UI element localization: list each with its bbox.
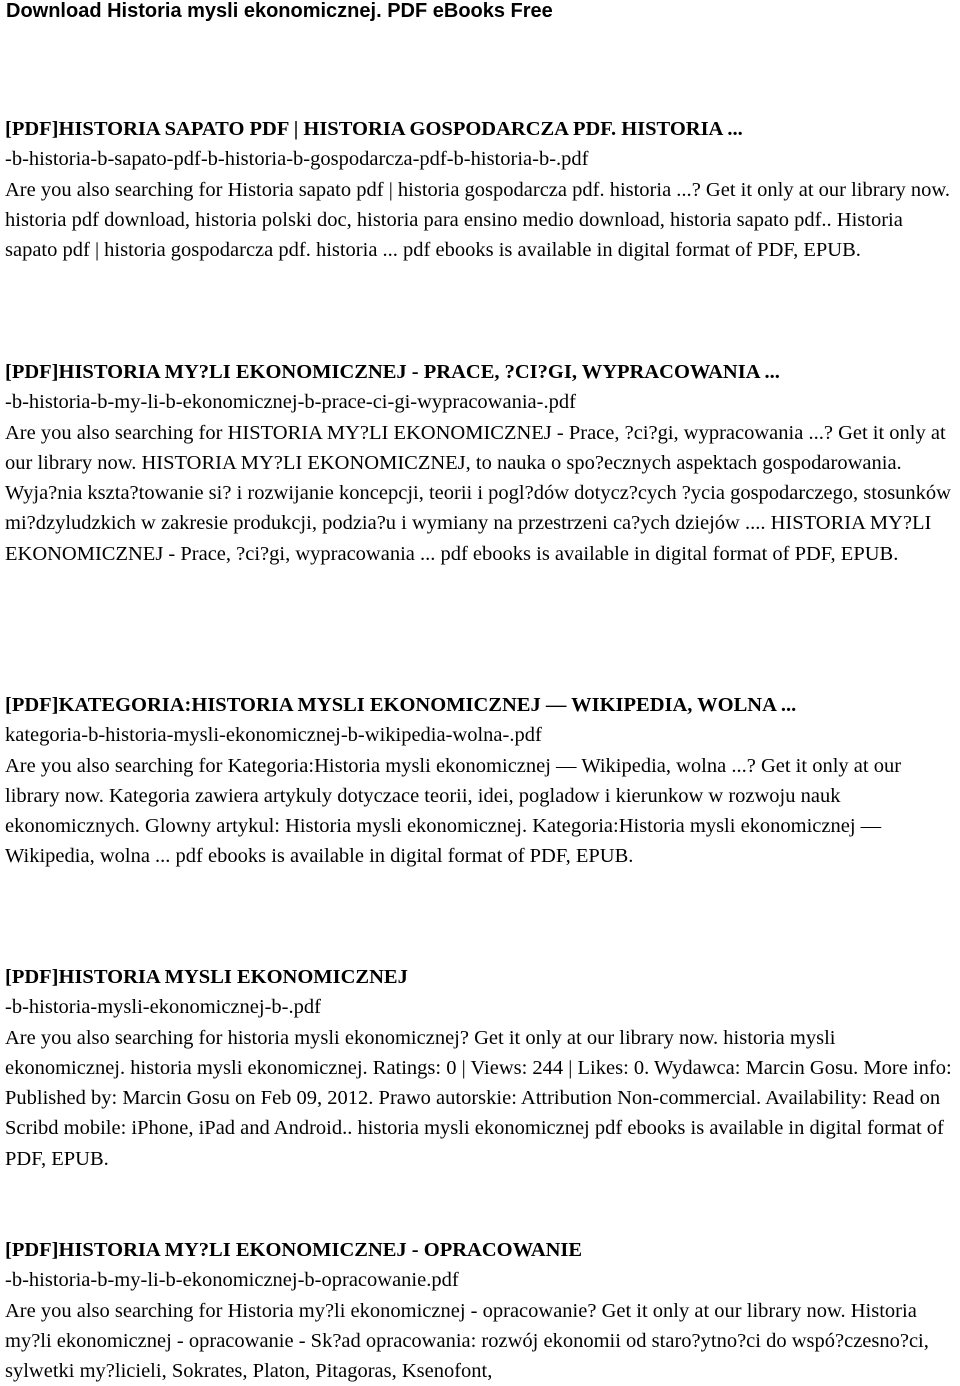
result-filename: -b-historia-b-sapato-pdf-b-historia-b-gospodarcza-pdf-b-historia-b-.pdf xyxy=(5,148,589,171)
result-entry xyxy=(5,962,955,1174)
searching-prefix: Are you also searching for xyxy=(5,421,228,444)
result-snippet: HISTORIA MY?LI EKONOMICZNEJ, to nauka o spo?ecznych aspektach gospodarowania. Wyja?nia kszta?towanie si? i rozwijanie koncepcji, teorii i pogl?dów dotycz?cych ?ycia gospodarczego, stosunków mi?dzyludzkich w zakresie produkcji, podzia?u i wymiany na przestrzeni ca?ych dziejów .... HISTORIA MY?LI EKONOMICZNEJ - Prace, ?ci?gi, wypracowania ... pdf ebooks is available in digital format of PDF, EPUB. xyxy=(5,451,951,565)
result-description xyxy=(5,175,955,266)
search-term: HISTORIA MY?LI EKONOMICZNEJ - Prace, ?ci?gi, wypracowania ... xyxy=(227,421,824,444)
searching-prefix: Are you also searching for xyxy=(5,1026,228,1049)
result-title-link[interactable]: [PDF]HISTORIA MY?LI EKONOMICZNEJ - OPRACOWANIE xyxy=(5,1239,583,1261)
search-term: Historia my?li ekonomicznej - opracowanie xyxy=(227,1299,588,1322)
searching-prefix: Are you also searching for xyxy=(5,178,228,201)
result-title-link[interactable]: [PDF]HISTORIA MYSLI EKONOMICZNEJ xyxy=(5,966,408,988)
search-term: historia mysli ekonomicznej xyxy=(227,1026,460,1049)
searching-suffix: ? Get it only at our library now. xyxy=(691,178,950,201)
searching-suffix: ? Get it only at our library now. xyxy=(459,1026,719,1049)
result-description xyxy=(5,418,955,569)
searching-suffix: ? Get it only at our library now. xyxy=(5,754,902,807)
searching-prefix: Are you also searching for xyxy=(5,754,228,777)
result-description xyxy=(5,751,955,872)
result-entry xyxy=(5,357,955,569)
result-filename: -b-historia-b-my-li-b-ekonomicznej-b-prace-ci-gi-wypracowania-.pdf xyxy=(5,391,576,414)
result-snippet: Historia my?li ekonomicznej - opracowanie - Sk?ad opracowania: rozwój ekonomii od staro?ytno?ci do wspó?czesno?ci, sylwetki my?licieli, Sokrates, Platon, Pitagoras, Ksenofont, xyxy=(5,1299,929,1383)
result-snippet: historia pdf download, historia polski doc, historia para ensino medio download, historia sapato pdf.. Historia sapato pdf | historia gospodarcza pdf. historia ... pdf ebooks is available in digital format of PDF, EPUB. xyxy=(5,208,903,262)
result-description xyxy=(5,1023,955,1174)
result-title-link[interactable]: [PDF]HISTORIA SAPATO PDF | HISTORIA GOSPODARCZA PDF. HISTORIA ... xyxy=(5,118,743,140)
page-title: Download Historia mysli ekonomicznej. PDF eBooks Free xyxy=(6,0,553,22)
result-entry xyxy=(5,1235,955,1386)
result-entry xyxy=(5,114,955,265)
result-description xyxy=(5,1296,955,1386)
searching-suffix: ? Get it only at our library now. xyxy=(587,1299,846,1322)
result-filename: kategoria-b-historia-mysli-ekonomicznej-b-wikipedia-wolna-.pdf xyxy=(5,724,542,747)
searching-prefix: Are you also searching for xyxy=(5,1299,228,1322)
searching-suffix: ? Get it only at our library now. xyxy=(5,421,946,474)
result-filename: -b-historia-mysli-ekonomicznej-b-.pdf xyxy=(5,996,321,1019)
result-snippet: Kategoria zawiera artykuly dotyczace teorii, idei, pogladow i kierunkow w rozwoju nauk ekonomicznych. Glowny artykul: Historia mysli ekonomicznej. Kategoria:Historia mysli ekonomicznej — Wikipedia, wolna ... pdf ebooks is available in digital format of PDF, EPUB. xyxy=(5,784,882,868)
result-entry xyxy=(5,690,955,872)
result-title-link[interactable]: [PDF]KATEGORIA:HISTORIA MYSLI EKONOMICZNEJ — WIKIPEDIA, WOLNA ... xyxy=(5,694,797,716)
result-title-link[interactable]: [PDF]HISTORIA MY?LI EKONOMICZNEJ - PRACE, ?CI?GI, WYPRACOWANIA ... xyxy=(5,361,780,383)
result-snippet: historia mysli ekonomicznej. historia mysli ekonomicznej. Ratings: 0 | Views: 244 | Likes: 0. Wydawca: Marcin Gosu. More info: Published by: Marcin Gosu on Feb 09, 2012. Prawo autorskie: Attribution Non-commercial. Availability: Read on Scribd mobile: iPhone, iPad and Android.. historia mysli ekonomicznej pdf ebooks is available in digital format of PDF, EPUB. xyxy=(5,1026,952,1170)
result-filename: -b-historia-b-my-li-b-ekonomicznej-b-opracowanie.pdf xyxy=(5,1269,459,1292)
search-term: Historia sapato pdf | historia gospodarcza pdf. historia ... xyxy=(227,178,692,201)
search-term: Kategoria:Historia mysli ekonomicznej — Wikipedia, wolna ... xyxy=(227,754,747,777)
